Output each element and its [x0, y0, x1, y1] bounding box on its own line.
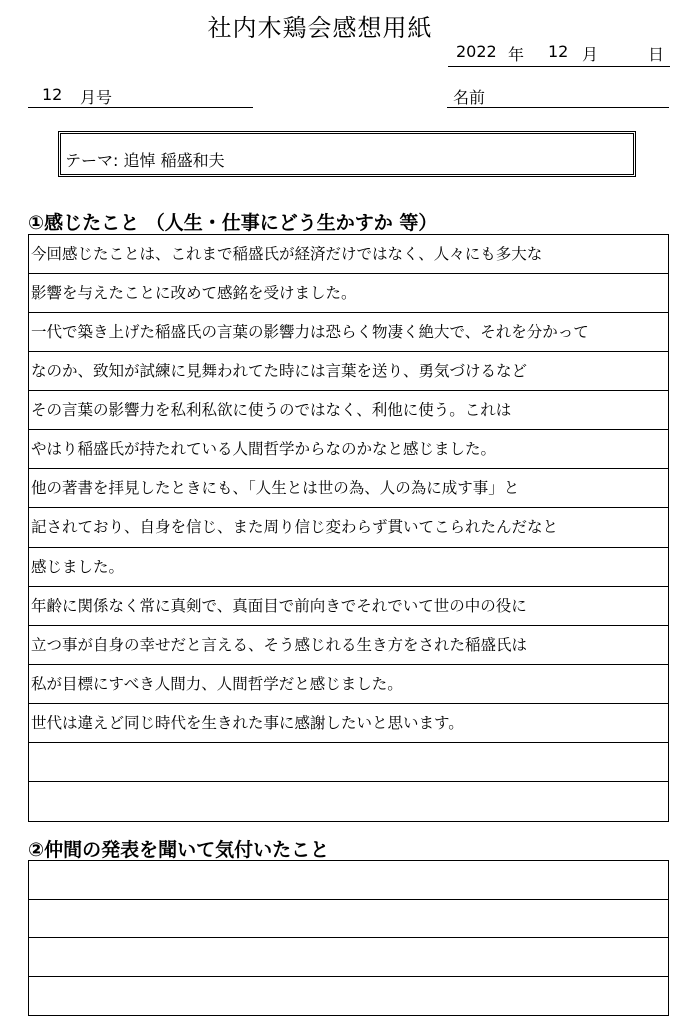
section1-heading: ①感じたこと （人生・仕事にどう生かすか 等）	[28, 212, 438, 234]
writing-line[interactable]: 一代で築き上げた稲盛氏の言葉の影響力は恐らく物凄く絶大で、それを分かって	[29, 313, 668, 352]
writing-line[interactable]: 私が目標にすべき人間力、人間哲学だと感じました。	[29, 665, 668, 704]
writing-line[interactable]	[29, 977, 668, 1016]
writing-line[interactable]	[29, 861, 668, 900]
writing-line[interactable]: 影響を与えたことに改めて感銘を受けました。	[29, 274, 668, 313]
writing-line[interactable]	[29, 938, 668, 977]
writing-line[interactable]: 感じました。	[29, 548, 668, 587]
writing-line[interactable]	[29, 900, 668, 939]
theme-text: テーマ: 追悼 稲盛和夫	[65, 151, 225, 170]
writing-line[interactable]	[29, 743, 668, 782]
issue-unit: 月号	[80, 88, 113, 107]
month-unit: 月	[582, 45, 599, 64]
writing-line[interactable]: 他の著書を拝見したときにも、「人生とは世の為、人の為に成す事」と	[29, 469, 668, 508]
issue-number: 12	[42, 85, 63, 104]
day-unit: 日	[648, 45, 665, 64]
name-field[interactable]	[447, 85, 669, 108]
writing-line[interactable]: 世代は違えど同じ時代を生きれた事に感謝したいと思います。	[29, 704, 668, 743]
writing-line[interactable]: 記されており、自身を信じ、また周り信じ変わらず貫いてこられたんだなと	[29, 508, 668, 547]
year-unit: 年	[508, 45, 525, 64]
name-label: 名前	[453, 88, 486, 107]
year-value: 2022	[456, 42, 497, 61]
section2-heading: ②仲間の発表を聞いて気付いたこと	[28, 839, 330, 861]
writing-line[interactable]: やはり稲盛氏が持たれている人間哲学からなのかなと感じました。	[29, 430, 668, 469]
writing-line[interactable]: その言葉の影響力を私利私欲に使うのではなく、利他に使う。これは	[29, 391, 668, 430]
theme-box	[58, 131, 636, 177]
section2-lines[interactable]	[28, 860, 669, 1016]
issue-field[interactable]	[28, 85, 253, 108]
writing-line[interactable]	[29, 782, 668, 821]
section1-lines[interactable]	[28, 234, 669, 822]
writing-line[interactable]: なのか、致知が試練に見舞われてた時には言葉を送り、勇気づけるなど	[29, 352, 668, 391]
month-value: 12	[548, 42, 569, 61]
writing-line[interactable]: 立つ事が自身の幸せだと言える、そう感じれる生き方をされた稲盛氏は	[29, 626, 668, 665]
writing-line[interactable]: 年齢に関係なく常に真剣で、真面目で前向きでそれでいて世の中の役に	[29, 587, 668, 626]
writing-line[interactable]: 今回感じたことは、これまで稲盛氏が経済だけではなく、人々にも多大な	[29, 235, 668, 274]
form-title: 社内木鶏会感想用紙	[207, 14, 433, 42]
date-field[interactable]	[448, 42, 670, 67]
